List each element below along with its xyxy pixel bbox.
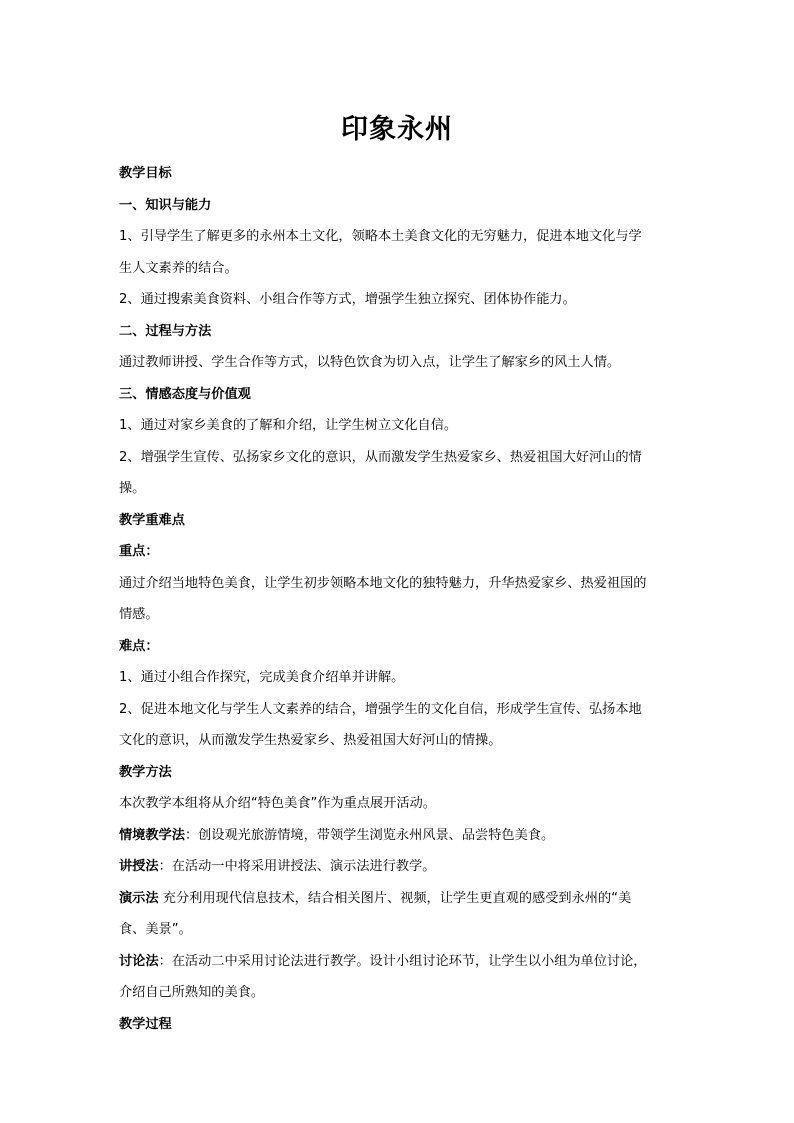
subsection-heading: 三、情感态度与价值观 [119, 386, 251, 402]
section-heading: 教学过程 [119, 1016, 172, 1032]
method-term: 情境教学法 [119, 827, 185, 843]
paragraph-line: 通过教师讲授、学生合作等方式，以特色饮食为切入点，让学生了解家乡的风土人情。 [119, 355, 621, 370]
method-text: ：创设观光旅游情境，带领学生浏览永州风景、品尝特色美食。 [184, 827, 555, 843]
method-line [119, 883, 679, 915]
method-term: 演示法 [119, 890, 159, 906]
section-heading: 教学目标 [119, 166, 172, 181]
section-heading: 教学重难点 [119, 512, 185, 528]
method-term: 讨论法 [119, 953, 159, 969]
paragraph-line: 1、通过小组合作探究，完成美食介绍单并讲解。 [119, 670, 405, 685]
method-text: 充分利用现代信息技术，结合相关图片、视频，让学生更直观的感受到永州的“美 [158, 890, 632, 906]
subsection-heading: 二、过程与方法 [119, 323, 212, 339]
paragraph-line: 介绍自己所熟知的美食。 [119, 985, 265, 1000]
paragraph-line: 本次教学本组将从介绍“特色美食”作为重点展开活动。 [119, 796, 436, 811]
paragraph-line: 通过介绍当地特色美食，让学生初步领略本地文化的独特魅力，升华热爱家乡、热爱祖国的 [119, 575, 647, 591]
paragraph-line: 食、美景”。 [119, 922, 192, 937]
subsection-heading: 重点： [119, 544, 159, 559]
paragraph-line: 操。 [119, 481, 146, 496]
method-line [119, 946, 679, 978]
section-heading: 教学方法 [119, 764, 172, 780]
method-text: ：在活动一中将采用讲授法、演示法进行教学。 [158, 859, 436, 874]
method-line [119, 820, 679, 852]
method-text: ：在活动二中采用讨论法进行教学。设计小组讨论环节，让学生以小组为单位讨论， [158, 953, 647, 969]
paragraph-line: 2、促进本地文化与学生人文素养的结合，增强学生的文化自信，形成学生宣传、弘扬本地 [119, 701, 642, 717]
method-term: 讲授法 [119, 859, 159, 874]
document-body [119, 158, 679, 1040]
paragraph-line: 情感。 [119, 607, 159, 622]
subsection-heading: 难点： [119, 638, 159, 654]
paragraph-line: 生人文素养的结合。 [119, 260, 238, 276]
paragraph-line: 文化的意识，从而激发学生热爱家乡、热爱祖国大好河山的情操。 [119, 733, 502, 748]
subsection-heading: 一、知识与能力 [119, 197, 212, 213]
method-line [119, 851, 679, 883]
paragraph-line: 1、引导学生了解更多的永州本土文化，领略本土美食文化的无穷魅力，促进本地文化与学 [119, 229, 642, 244]
paragraph-line: 1、通过对家乡美食的了解和介绍，让学生树立文化自信。 [119, 418, 458, 433]
paragraph-line: 2、通过搜索美食资料、小组合作等方式，增强学生独立探究、团体协作能力。 [119, 292, 576, 307]
paragraph-line: 2、增强学生宣传、弘扬家乡文化的意识，从而激发学生热爱家乡、热爱祖国大好河山的情 [119, 449, 642, 465]
page-title: 印象永州 [341, 114, 453, 145]
